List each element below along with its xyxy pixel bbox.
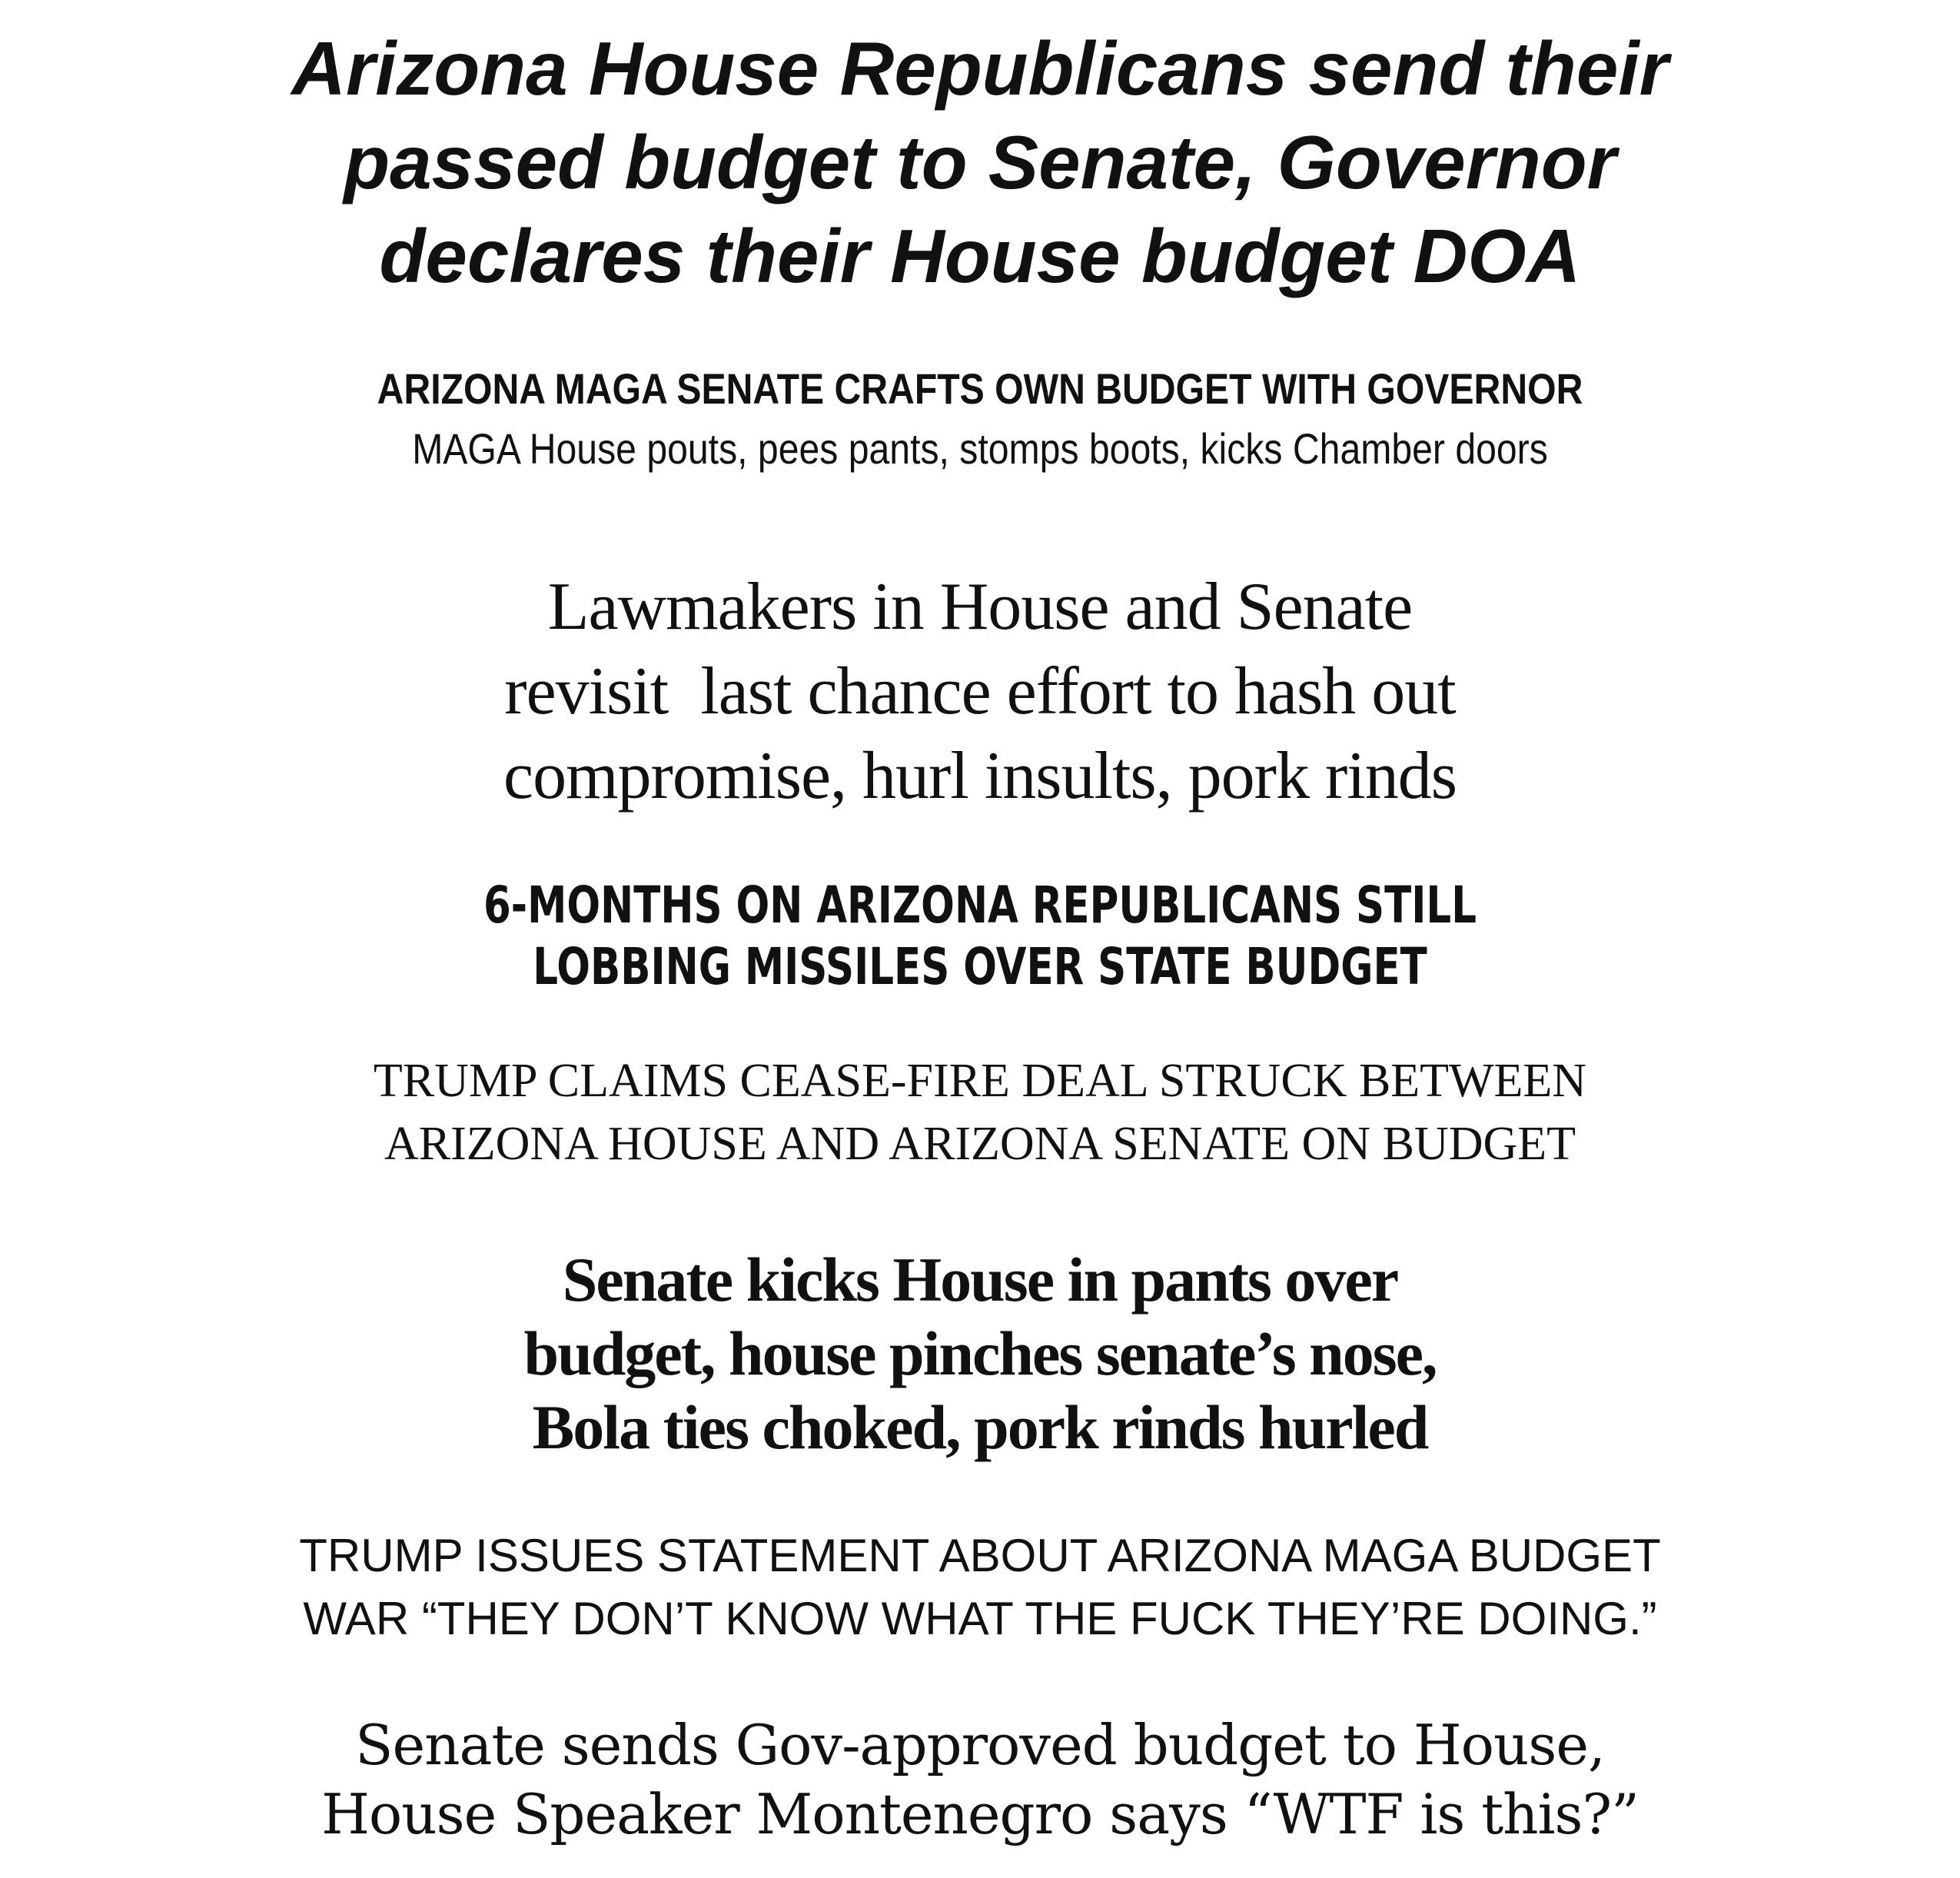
headline-senate-crafts-budget xyxy=(138,361,1823,417)
headline-line: compromise, hurl insults, pork rinds xyxy=(503,739,1457,813)
headline-line: TRUMP CLAIMS CEASE-FIRE DEAL STRUCK BETWEEN xyxy=(373,1055,1587,1107)
headline-cease-fire xyxy=(0,1049,1960,1175)
headline-line: 6-MONTHS ON ARIZONA REPUBLICANS STILL xyxy=(483,876,1477,935)
headline-line: Senate kicks House in pants over xyxy=(562,1245,1398,1315)
headline-line: House Speaker Montenegro says “WTF is this?” xyxy=(321,1782,1639,1846)
headline-senate-crafts-budget-subtitle xyxy=(138,421,1823,477)
headline-line: Arizona House Republicans send their xyxy=(291,26,1669,111)
headline-line: revisit last chance effort to hash out xyxy=(504,654,1456,729)
headline-title: ARIZONA MAGA SENATE CRAFTS OWN BUDGET WITH GOVERNOR xyxy=(377,364,1583,413)
headline-senate-kicks-house xyxy=(0,1243,1960,1464)
headline-line: WAR “THEY DON’T KNOW WHAT THE FUCK THEY’RE DOING.” xyxy=(303,1593,1657,1644)
headline-line: passed budget to Senate, Governor xyxy=(344,120,1616,204)
headline-six-months xyxy=(216,875,1745,998)
headline-line: ARIZONA HOUSE AND ARIZONA SENATE ON BUDGET xyxy=(384,1118,1576,1170)
headline-line: TRUMP ISSUES STATEMENT ABOUT ARIZONA MAGA BUDGET xyxy=(299,1530,1661,1581)
headline-line: LOBBING MISSILES OVER STATE BUDGET xyxy=(533,937,1427,996)
headline-line: Senate sends Gov-approved budget to House, xyxy=(355,1713,1605,1777)
headline-line: Bola ties choked, pork rinds hurled xyxy=(532,1392,1428,1462)
headline-lawmakers-revisit xyxy=(0,565,1960,819)
headline-house-budget-doa xyxy=(0,22,1960,303)
headline-line: declares their House budget DOA xyxy=(379,214,1581,298)
headline-subtitle: MAGA House pouts, pees pants, stomps boots, kicks Chamber doors xyxy=(412,424,1548,473)
headline-trump-statement xyxy=(0,1524,1960,1650)
headline-wtf-is-this xyxy=(0,1710,1960,1849)
headline-line: Lawmakers in House and Senate xyxy=(547,570,1413,644)
headline-line: budget, house pinches senate’s nose, xyxy=(523,1318,1437,1388)
